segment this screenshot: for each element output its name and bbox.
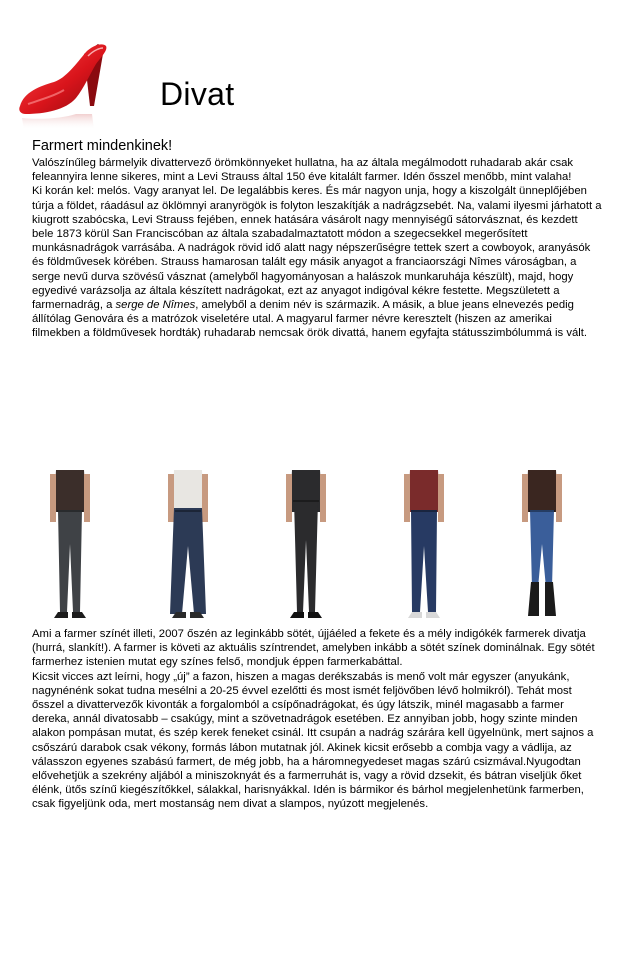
red-high-heel-shoe-icon — [14, 34, 114, 134]
article-top-text — [32, 156, 602, 341]
page-title: Divat — [160, 76, 235, 112]
history-text-end: , amelyből a denim név is származik. A másik, a blue jeans elnevezés pedig állítólag Genovára és a matrózok viseletére utal. A magyarul farmer névre keresztelt (hiszen az amerikai filmekben a földművesek hordták) ruhadarab nemcsak örök divattá, hanem egyfajta státusszimbólummá is vált. — [32, 299, 588, 340]
color-paragraph: Ami a farmer színét illeti, 2007 őszén az leginkább sötét, újjáéled a fekete és a mély indigókék farmerek divatja (hurrá, slankít!). A farmer is követi az aktuális színtrendet, amelyben inkább a sötét színek dominálnak. Egy sötét farmerhez istenien mutat egy színes felső, mondjuk éppen farmerkabáttal. — [32, 628, 595, 669]
serge-de-nimes-term: serge de Nîmes — [115, 299, 196, 312]
history-paragraph — [32, 184, 602, 340]
article-bottom-text — [32, 627, 602, 812]
cut-paragraph: Kicsit vicces azt leírni, hogy „új” a fazon, hiszen a magas derékszabás is menő volt már egyszer (anyukánk, nagynénénk sokat tudna mesélni a 20-25 évvel ezelőtti és most ismét feljövőben lévő holmikról). Tehát most ősszel a divattervezők kivonták a forgalomból a csípőnadrágokat, és úgy látszik, minél magasabb a farmer dereka, annál divatosabb – csakúgy, mint a szövetnadrágok esetében. Ez annyiban jobb, hogy szinte minden alakon pompásan mutat, és szép kerek feneket csinál. Itt csupán a nadrág szárára kell ügyelnünk, mert sajnos a csőszárú darabok csak vékony, formás lábon mutatnak jól. Akinek kicsit erősebb a combja vagy a vádlija, az válasszon egyenes szabású farmert, de még jobb, ha a háromnegyedeset magas szárú csizmával.Nyugodtan elővehetjük a szekrény aljából a miniszoknyát és a farmerruhát is, vagy a rövid dzsekit, és bátran viseljük őket élénk, ütős színű kiegészítőkkel, sálakkal, harisnyákkal. Idén is bármikor és bárhol megjelenhetünk farmerben, csak figyeljünk oda, mert mostanság nem divat a slampos, nyúzott megjelenés. — [32, 670, 594, 811]
history-text-start: Ki korán kel: melós. Vagy aranyat lel. De legalábbis keres. És már nagyon unja, hogy a kiszolgált ünneplőjében túrja a földet, ráadásul az öklömnyi aranyrögök is folyton leszakítják a nadrágzsebét. Na, valami ilyesmi járhatott a kiugrott szabócska, Levi Strauss fejében, ennek hatására vásárolt nagy mennyiségű sátorvásznat, és kezdett bele 1873 körül San Franciscóban az általa szabadalmaztatott módon a szegecsekkel megerősített munkásnadrágok varrásába. A nadrágok rövid idő alatt nagy népszerűségre tettek szert a cowboyok, aranyásók és földművesek körében. Strauss hamarosan talált egy másik anyagot a franciaországi Nîmes városágban, a serge nevű durva szövésű vásznat (amelyből hagyományosan a halászok munkaruhája készült), majd, hogy egyedivé varázsolja az általa készített nadrágokat, ezt az anyagot indigóval kékre festette. Megszületett a farmernadrág, a — [32, 185, 602, 312]
article-subtitle: Farmert mindenkinek! — [32, 138, 173, 154]
blue-jeans-boots-figure — [492, 470, 592, 620]
dark-blue-bootcut-jeans-figure — [138, 470, 238, 620]
black-high-waist-jeans-figure — [256, 470, 356, 620]
page-header — [0, 0, 640, 140]
indigo-straight-jeans-figure — [374, 470, 474, 620]
dark-grey-skinny-jeans-figure — [20, 470, 120, 620]
jeans-photo-strip — [20, 470, 620, 620]
intro-paragraph: Valószínűleg bármelyik divattervező örömkönnyeket hullatna, ha az általa megálmodott ruhadarab akár csak feleannyira lenne sikeres, mint a Levi Strauss által 150 éve kitalált farmer. Idén ősszel menőbb, mint valaha! — [32, 157, 574, 184]
